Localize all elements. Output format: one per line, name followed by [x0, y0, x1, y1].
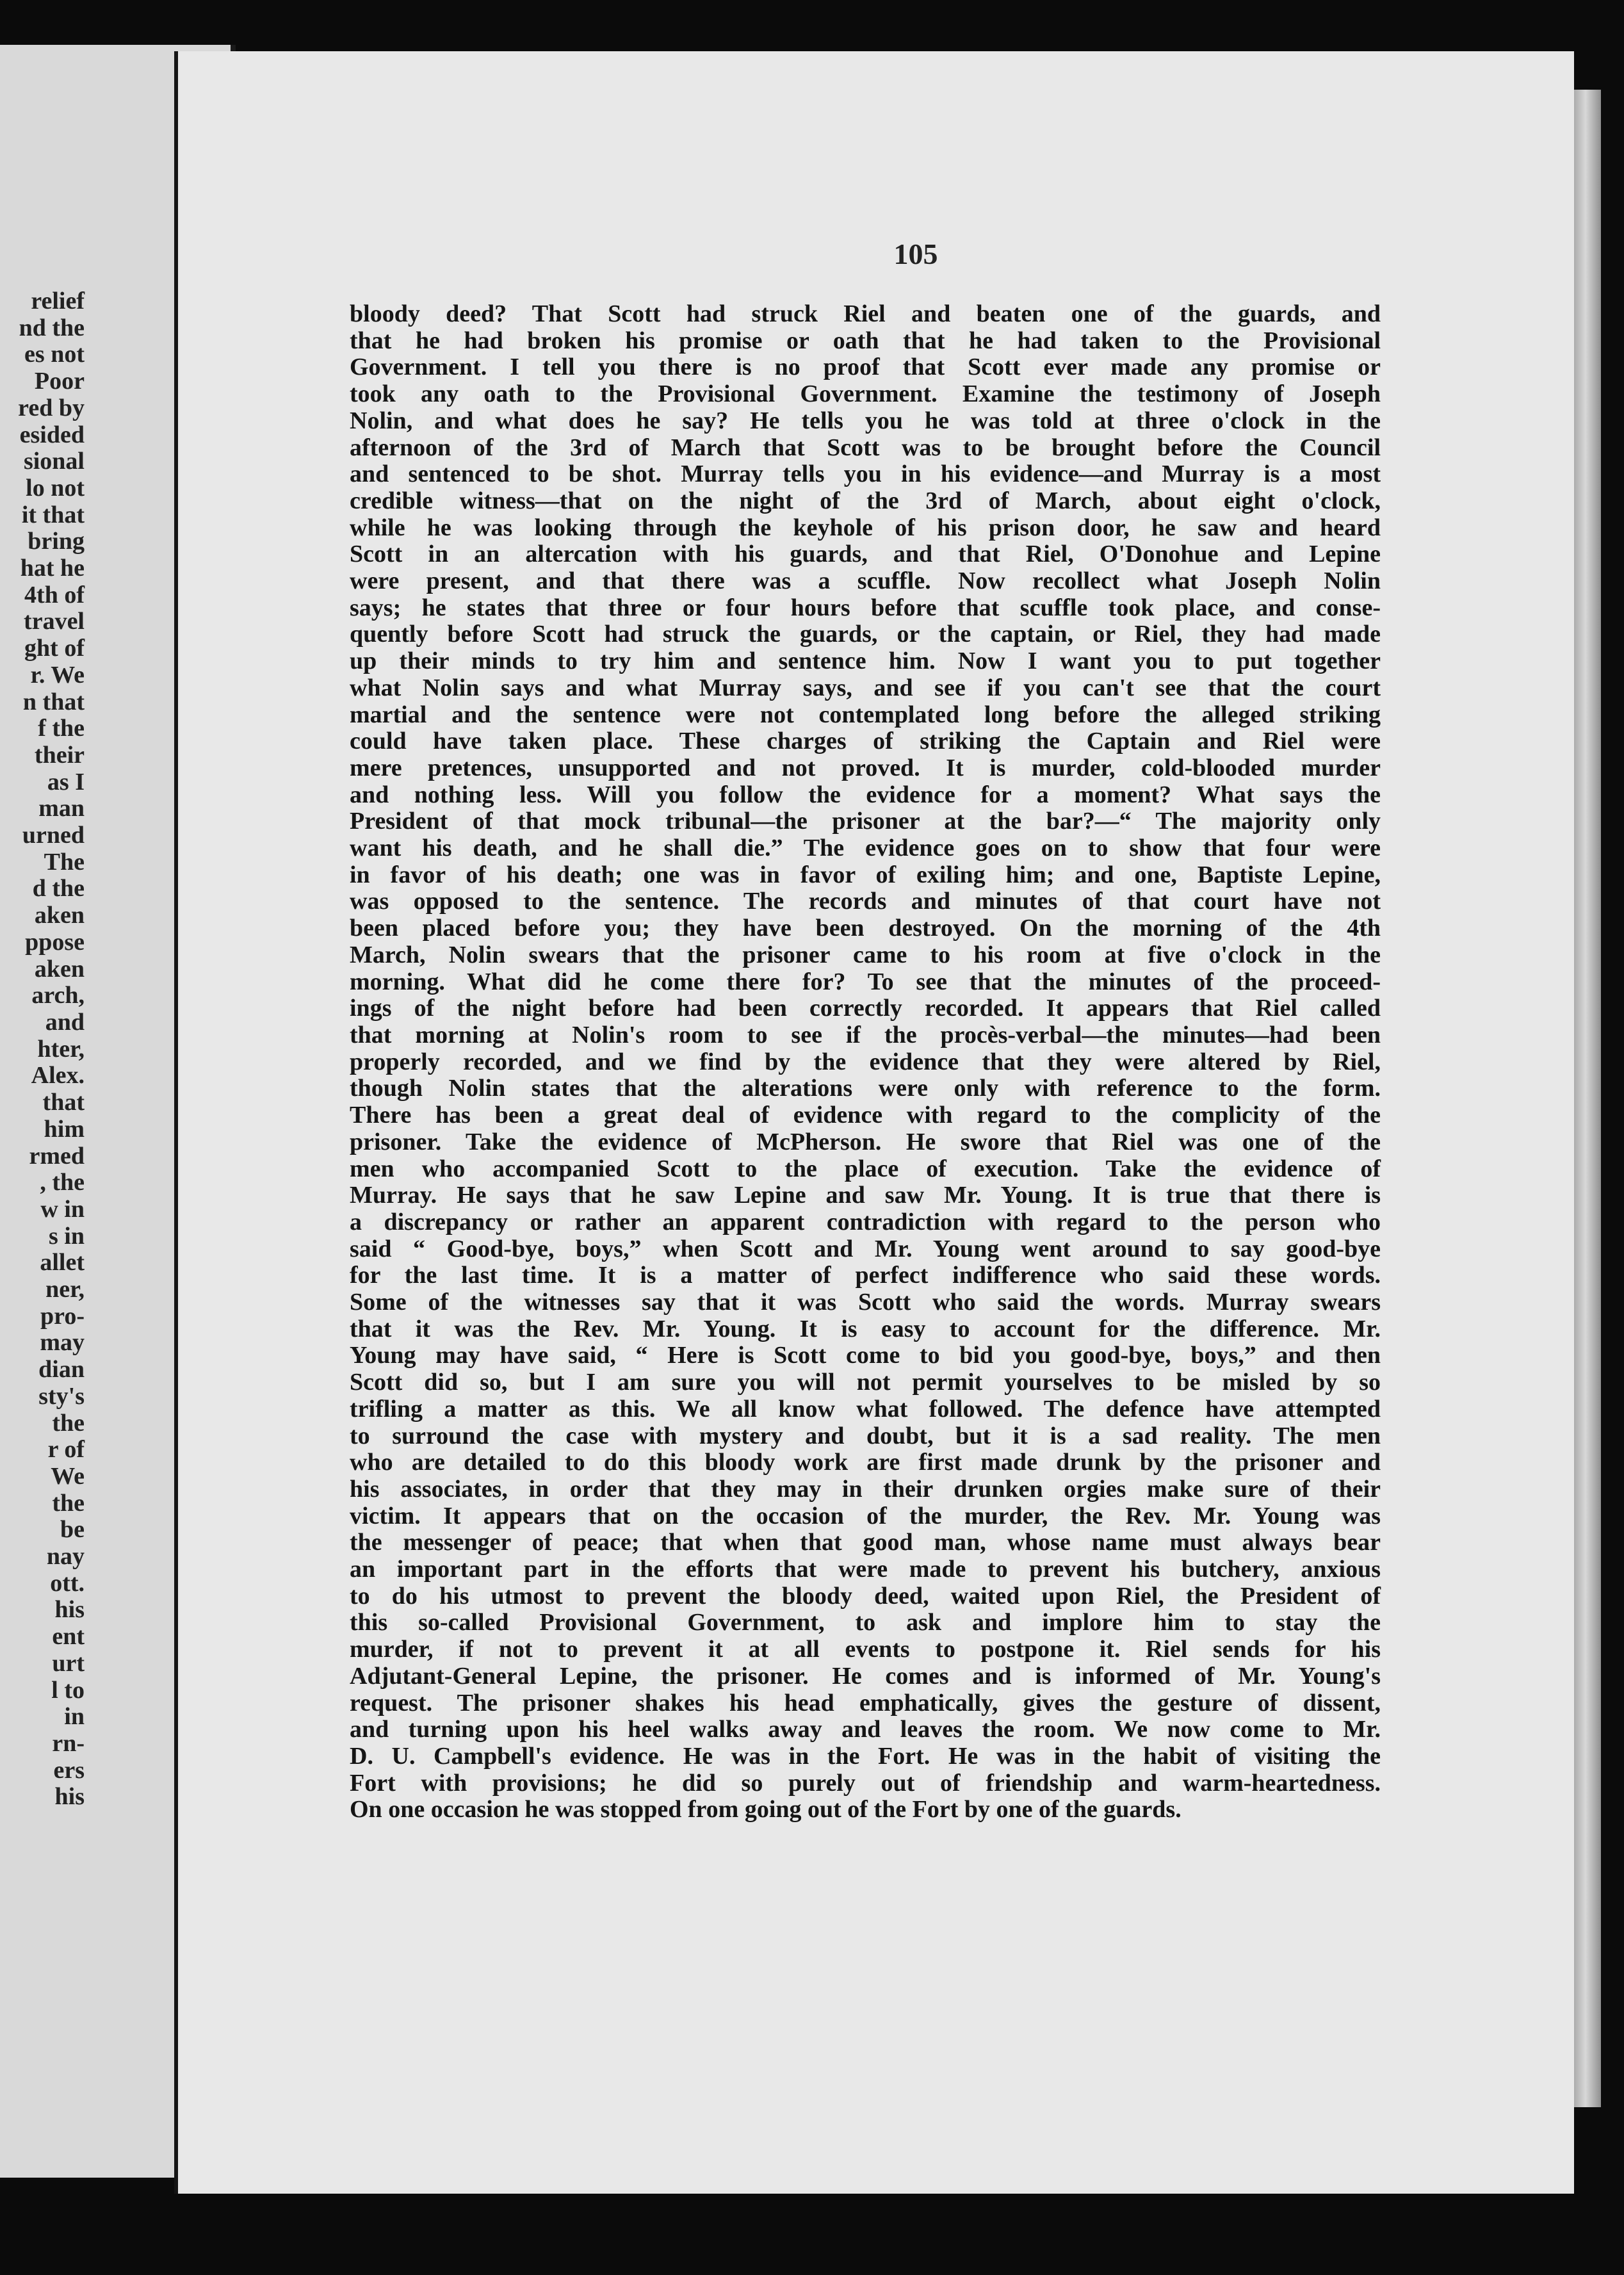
left-page-fragment: n that [22, 688, 85, 715]
text-line: to surround the case with mystery and doubt, but it is a sad reality. The men [350, 1422, 1381, 1449]
text-line: D. U. Campbell's evidence. He was in the Fort. He was in the habit of visiting the [350, 1742, 1381, 1770]
text-line: Fort with provisions; he did so purely out of friendship and warm-heartedness. [350, 1769, 1381, 1797]
text-line: Scott in an altercation with his guards, and that Riel, O'Donohue and Lepine [350, 541, 1381, 568]
left-page-fragment: travel [24, 608, 85, 635]
text-line: the messenger of peace; that when that good man, whose name must always bear [350, 1529, 1381, 1556]
text-line: request. The prisoner shakes his head emphatically, gives the gesture of dissent, [350, 1689, 1381, 1716]
left-page-fragment: may [40, 1329, 85, 1357]
left-page-fragment: The [44, 848, 85, 876]
left-page-fragment: his [54, 1783, 85, 1811]
text-line: Government. I tell you there is no proof that Scott ever made any promise or [350, 354, 1381, 381]
text-line: murder, if not to prevent it at all events to postpone it. Riel sends for his [350, 1636, 1381, 1663]
text-line: credible witness—that on the night of the 3rd of March, about eight o'clock, [350, 487, 1381, 514]
left-page-fragment: Poor [34, 368, 85, 395]
left-page-fragment: w in [40, 1195, 85, 1223]
left-page-fragment: in [64, 1703, 85, 1731]
text-line: and turning upon his heel walks away and leaves the room. We now come to Mr. [350, 1716, 1381, 1743]
text-line: while he was looking through the keyhole of his prison door, he saw and heard [350, 514, 1381, 541]
text-line: were present, and that there was a scuffle. Now recollect what Joseph Nolin [350, 567, 1381, 595]
text-line: and sentenced to be shot. Murray tells you in his evidence—and Murray is a most [350, 461, 1381, 488]
text-line: afternoon of the 3rd of March that Scott was to be brought before the Council [350, 434, 1381, 461]
text-line: who are detailed to do this bloody work are first made drunk by the prisoner and [350, 1449, 1381, 1476]
left-page-fragment: ent [52, 1623, 85, 1651]
text-line: to do his utmost to prevent the bloody deed, waited upon Riel, the President of [350, 1582, 1381, 1610]
left-page-fragment: aken [34, 902, 85, 929]
text-line: March, Nolin swears that the prisoner came to his room at five o'clock in the [350, 941, 1381, 968]
left-page-fragment: sional [23, 448, 85, 475]
left-page-fragment: urned [22, 822, 85, 849]
left-page-fragment: nay [46, 1543, 85, 1570]
left-page-fragment: aken [34, 955, 85, 983]
left-page-fragment: lo not [26, 474, 85, 501]
text-line: that morning at Nolin's room to see if the procès-verbal—the minutes—had been [350, 1021, 1381, 1048]
left-page-fragment: , the [40, 1169, 85, 1196]
left-page-fragment: and [45, 1008, 85, 1036]
left-page-fragment: ght of [24, 635, 85, 662]
left-page-fragment: it that [21, 501, 85, 528]
left-page-fragment: be [60, 1516, 85, 1544]
left-page-fragment: as I [47, 768, 85, 795]
text-line: Murray. He says that he saw Lepine and saw Mr. Young. It is true that there is [350, 1182, 1381, 1209]
left-page-fragment: ott. [50, 1569, 85, 1597]
left-page-fragment: rn- [52, 1729, 85, 1757]
main-page [174, 51, 1574, 2194]
left-page-fragment: Alex. [31, 1062, 85, 1089]
left-page-fragment: hter, [37, 1035, 85, 1063]
left-page-fragment: pro- [40, 1302, 85, 1330]
text-line: in favor of his death; one was in favor of exiling him; and one, Baptiste Lepine, [350, 861, 1381, 888]
text-line: martial and the sentence were not contemplated long before the alleged striking [350, 701, 1381, 728]
left-page-fragment: the [52, 1489, 85, 1517]
text-line: men who accompanied Scott to the place of execution. Take the evidence of [350, 1155, 1381, 1182]
left-page-fragment: f the [38, 715, 85, 742]
left-page-fragment: their [34, 741, 85, 769]
text-line: quently before Scott had struck the guards, or the captain, or Riel, they had made [350, 621, 1381, 648]
text-line: could have taken place. These charges of striking the Captain and Riel were [350, 728, 1381, 755]
text-line: this so-called Provisional Government, to ask and implore him to stay the [350, 1609, 1381, 1636]
left-page-text [0, 288, 85, 1811]
text-line: On one occasion he was stopped from going out of the Fort by one of the guards. [350, 1796, 1181, 1823]
text-line: that he had broken his promise or oath that he had taken to the Provisional [350, 327, 1381, 354]
left-page-fragment: 4th of [24, 581, 85, 608]
page-number: 105 [893, 238, 938, 270]
text-line: Adjutant-General Lepine, the prisoner. He comes and is informed of Mr. Young's [350, 1662, 1381, 1690]
left-page-fragment: esided [19, 421, 85, 448]
left-page-fragment: dian [38, 1356, 85, 1383]
left-page-fragment: red by [18, 394, 85, 421]
left-page-fragment: bring [28, 528, 85, 555]
left-page-fragment: relief [31, 288, 85, 314]
text-line: for the last time. It is a matter of perfect indifference who said these words. [350, 1262, 1381, 1289]
left-page-fragment: We [51, 1462, 85, 1490]
text-line: been placed before you; they have been destroyed. On the morning of the 4th [350, 915, 1381, 942]
text-line: up their minds to try him and sentence him. Now I want you to put together [350, 648, 1381, 675]
left-page-fragment: s in [49, 1222, 85, 1250]
left-page-fragment: urt [52, 1649, 85, 1677]
text-line: trifling a matter as this. We all know what followed. The defence have attempted [350, 1395, 1381, 1423]
text-line: President of that mock tribunal—the prisoner at the bar?—“ The majority only [350, 808, 1381, 835]
text-line: Some of the witnesses say that it was Scott who said the words. Murray swears [350, 1289, 1381, 1316]
left-page-fragment: that [42, 1089, 85, 1116]
text-line: Scott did so, but I am sure you will not permit yourselves to be misled by so [350, 1369, 1381, 1396]
body-text [350, 301, 1381, 1823]
text-line: Young may have said, “ Here is Scott come to bid you good-bye, boys,” and then [350, 1342, 1381, 1369]
text-line: mere pretences, unsupported and not proved. It is murder, cold-blooded murder [350, 754, 1381, 781]
text-line: said “ Good-bye, boys,” when Scott and Mr. Young went around to say good-bye [350, 1235, 1381, 1262]
left-page-fragment: the [52, 1409, 85, 1437]
left-page-fragment: nd the [19, 314, 85, 341]
text-line: want his death, and he shall die.” The evidence goes on to show that four were [350, 835, 1381, 862]
left-page-fragment: r of [47, 1436, 85, 1464]
left-page-fragment: allet [40, 1249, 85, 1276]
text-line: an important part in the efforts that were made to prevent his butchery, anxious [350, 1556, 1381, 1583]
text-line: and nothing less. Will you follow the evidence for a moment? What says the [350, 781, 1381, 808]
left-page-fragment: man [38, 795, 85, 822]
text-line: his associates, in order that they may in their drunken orgies make sure of their [350, 1475, 1381, 1503]
text-line: Nolin, and what does he say? He tells you he was told at three o'clock in the [350, 407, 1381, 434]
text-line: morning. What did he come there for? To see that the minutes of the proceed- [350, 968, 1381, 995]
text-line: properly recorded, and we find by the evidence that they were altered by Riel, [350, 1048, 1381, 1075]
text-line: a discrepancy or rather an apparent contradiction with regard to the person who [350, 1208, 1381, 1235]
text-line: prisoner. Take the evidence of McPherson. He swore that Riel was one of the [350, 1128, 1381, 1155]
left-page-fragment: hat he [20, 555, 85, 582]
left-page-fragment: ers [53, 1756, 85, 1784]
left-page-fragment: rmed [29, 1142, 85, 1170]
left-page-fragment: him [44, 1115, 85, 1143]
text-line: victim. It appears that on the occasion of the murder, the Rev. Mr. Young was [350, 1502, 1381, 1529]
left-page-fragment: sty's [38, 1382, 85, 1410]
text-line: that it was the Rev. Mr. Young. It is easy to account for the difference. Mr. [350, 1315, 1381, 1342]
text-line: ings of the night before had been correctly recorded. It appears that Riel called [350, 995, 1381, 1022]
left-page-fragment: ner, [45, 1276, 85, 1303]
left-page-fragment: arch, [31, 982, 85, 1009]
text-line: what Nolin says and what Murray says, and see if you can't see that the court [350, 674, 1381, 701]
text-line: took any oath to the Provisional Government. Examine the testimony of Joseph [350, 380, 1381, 408]
left-page-fragment: d the [32, 875, 85, 902]
left-page-fragment: his [54, 1596, 85, 1624]
left-page-fragment: l to [51, 1676, 85, 1704]
left-page-fragment: es not [24, 341, 85, 368]
left-page-fragment: r. We [30, 661, 85, 689]
left-page-fragment: ppose [25, 928, 85, 956]
text-line: though Nolin states that the alterations were only with reference to the form. [350, 1075, 1381, 1102]
text-line: says; he states that three or four hours before that scuffle took place, and conse- [350, 594, 1381, 621]
text-line: was opposed to the sentence. The records and minutes of that court have not [350, 888, 1381, 915]
text-line: There has been a great deal of evidence with regard to the complicity of the [350, 1102, 1381, 1129]
text-line: bloody deed? That Scott had struck Riel and beaten one of the guards, and [350, 300, 1381, 327]
